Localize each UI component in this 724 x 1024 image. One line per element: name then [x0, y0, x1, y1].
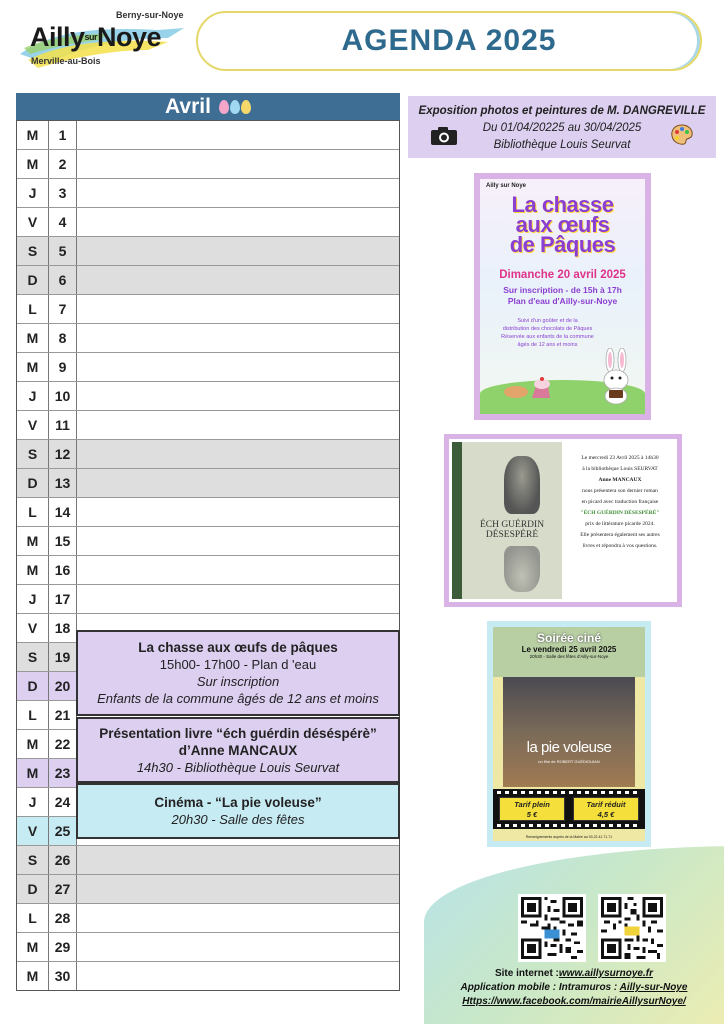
day-letter: L: [17, 498, 49, 526]
book-cover: [452, 442, 562, 599]
day-event-cell: [77, 353, 399, 381]
film-director: un film de ROBERT GUÉDIGUIAN: [538, 759, 600, 764]
day-event-cell: [77, 208, 399, 236]
day-letter: M: [17, 759, 49, 787]
portrait-image: [504, 456, 540, 514]
app-line: [424, 981, 724, 995]
poster-livre-text: [567, 453, 673, 552]
day-letter: L: [17, 701, 49, 729]
poster-logo: Ailly sur Noye: [486, 183, 527, 189]
day-number: 14: [49, 498, 77, 526]
film-perforation: [497, 824, 641, 827]
film-title: la pie voleuse: [526, 739, 612, 756]
day-event-cell: [77, 556, 399, 584]
day-letter: M: [17, 353, 49, 381]
event-chasse-oeufs: [76, 630, 400, 716]
portrait-reflection-image: [504, 546, 540, 592]
logo-left-word: Ailly: [30, 22, 85, 52]
day-letter: S: [17, 237, 49, 265]
day-number: 27: [49, 875, 77, 903]
poster-info: [480, 285, 645, 307]
day-letter: M: [17, 150, 49, 178]
palette-icon: [670, 124, 694, 146]
logo-top-text: Berny-sur-Noye: [116, 10, 184, 20]
cupcake-basket-icon: [502, 370, 552, 400]
day-number: 6: [49, 266, 77, 294]
day-event-cell: [77, 440, 399, 468]
expo-title: Exposition photos et peintures de M. DANGREVILLE: [418, 105, 706, 117]
poster-small-line: distribution des chocolats de Pâques: [502, 326, 593, 332]
day-number: 22: [49, 730, 77, 758]
camera-icon: [430, 126, 458, 146]
film-strip: [493, 789, 645, 829]
event-detail: 14h30 - Bibliothèque Louis Seurvat: [136, 759, 340, 775]
day-number: 20: [49, 672, 77, 700]
day-letter: M: [17, 556, 49, 584]
page-title: AGENDA 2025: [341, 24, 557, 57]
poster-author: Anne MANCAUX: [598, 477, 642, 483]
calendar-row: [17, 845, 399, 874]
poster-heading-line: La chasse: [511, 192, 614, 217]
site-line: [424, 967, 724, 981]
calendar-row: [17, 497, 399, 526]
event-title: La chasse aux œufs de pâques: [138, 640, 338, 655]
day-letter: S: [17, 643, 49, 671]
poster-line: en picard avec traduction française: [581, 499, 659, 505]
qr-code-app[interactable]: [598, 894, 666, 962]
day-letter: D: [17, 875, 49, 903]
logo: [18, 6, 188, 72]
day-number: 13: [49, 469, 77, 497]
day-number: 1: [49, 121, 77, 149]
facebook-line: [424, 995, 724, 1009]
page-title-box: [196, 11, 702, 71]
poster-date: Dimanche 20 avril 2025: [499, 269, 626, 281]
qr-code-icon: [521, 897, 583, 959]
day-letter: M: [17, 527, 49, 555]
calendar-row: [17, 120, 399, 149]
calendar-row: [17, 584, 399, 613]
day-number: 10: [49, 382, 77, 410]
day-event-cell: [77, 237, 399, 265]
poster-book-name: "ÉCH GUÉRDIN DÉSESPÉRÉ": [580, 510, 660, 516]
expo-place: Bibliothèque Louis Seurvat: [493, 139, 631, 151]
day-event-cell: [77, 846, 399, 874]
poster-small-line: Réservée aux enfants de la commune: [501, 334, 594, 340]
day-letter: V: [17, 817, 49, 845]
calendar-row: [17, 381, 399, 410]
ticket-full-price: [499, 797, 565, 821]
day-number: 15: [49, 527, 77, 555]
calendar-row: [17, 236, 399, 265]
contact-links: [424, 967, 724, 1009]
book-title-line: DÉSESPÉRÉ: [485, 530, 539, 540]
event-detail: 20h30 - Salle des fêtes: [171, 812, 305, 827]
poster-small-text: [480, 317, 615, 349]
day-event-cell: [77, 469, 399, 497]
poster-small-line: âgés de 12 ans et moins: [517, 342, 578, 348]
calendar-row: [17, 874, 399, 903]
poster-chasse-oeufs: [474, 173, 651, 420]
day-number: 19: [49, 643, 77, 671]
event-cinema: [76, 783, 400, 839]
day-number: 17: [49, 585, 77, 613]
poster-line: nous présentera son dernier roman: [582, 488, 658, 494]
day-event-cell: [77, 933, 399, 961]
calendar: [16, 93, 400, 991]
day-letter: M: [17, 324, 49, 352]
calendar-row: [17, 178, 399, 207]
poster-heading-line: aux œufs: [515, 212, 610, 237]
calendar-row: [17, 555, 399, 584]
day-number: 23: [49, 759, 77, 787]
poster-cine-title: Soirée ciné: [536, 631, 602, 645]
poster-info-line: Plan d'eau d'Ailly-sur-Noye: [507, 296, 618, 306]
day-letter: L: [17, 295, 49, 323]
poster-line: prix de littérature picarde 2024.: [585, 521, 655, 527]
event-time: 15h00- 17h00 - Plan d 'eau: [159, 657, 317, 672]
facebook-link[interactable]: Https://www.facebook.com/mairieAillysurNoye/: [462, 996, 686, 1007]
poster-heading: [480, 192, 645, 257]
day-letter: D: [17, 672, 49, 700]
poster-line: Elle présentera également ses autres: [580, 532, 660, 538]
book-title-line: ÉCH GUÉRDIN: [479, 520, 545, 530]
event-presentation-livre: [76, 717, 400, 783]
event-title: Présentation livre “éch guérdin déséspérè”: [99, 725, 377, 741]
day-letter: M: [17, 121, 49, 149]
poster-cine-header: [493, 627, 645, 677]
day-letter: S: [17, 440, 49, 468]
bunny-icon: [597, 348, 635, 404]
calendar-row: [17, 352, 399, 381]
day-number: 4: [49, 208, 77, 236]
event-title: d’Anne MANCAUX: [178, 742, 298, 758]
day-number: 30: [49, 962, 77, 990]
day-event-cell: [77, 121, 399, 149]
logo-main-text: [30, 22, 161, 53]
day-event-cell: [77, 382, 399, 410]
day-letter: V: [17, 208, 49, 236]
poster-cine-footer: Renseignements auprès de la Mairie au 03.22.41.71.71: [525, 835, 613, 839]
day-number: 9: [49, 353, 77, 381]
day-letter: M: [17, 962, 49, 990]
calendar-header: [16, 93, 400, 120]
qr-code-icon: [601, 897, 663, 959]
day-letter: L: [17, 904, 49, 932]
calendar-row: [17, 265, 399, 294]
calendar-row: [17, 207, 399, 236]
day-event-cell: [77, 962, 399, 990]
calendar-row: [17, 149, 399, 178]
calendar-row: [17, 961, 399, 990]
day-event-cell: [77, 411, 399, 439]
day-letter: D: [17, 266, 49, 294]
day-letter: J: [17, 382, 49, 410]
book-title: [462, 520, 562, 540]
film-perforation: [497, 791, 641, 794]
event-note: Enfants de la commune âgés de 12 ans et moins: [97, 691, 379, 706]
month-label: Avril: [165, 94, 211, 118]
day-number: 5: [49, 237, 77, 265]
day-number: 24: [49, 788, 77, 816]
day-number: 7: [49, 295, 77, 323]
day-number: 25: [49, 817, 77, 845]
day-letter: M: [17, 730, 49, 758]
poster-soiree-cine: [487, 621, 651, 847]
poster-cine-date: Le vendredi 25 avril 2025: [521, 645, 617, 654]
calendar-row: [17, 903, 399, 932]
easter-eggs-icon: [219, 100, 251, 114]
calendar-row: [17, 439, 399, 468]
ticket-label: Tarif plein: [514, 800, 550, 809]
logo-right-word: Noye: [97, 22, 162, 52]
day-letter: V: [17, 614, 49, 642]
day-event-cell: [77, 150, 399, 178]
day-letter: J: [17, 788, 49, 816]
day-number: 11: [49, 411, 77, 439]
day-event-cell: [77, 324, 399, 352]
day-number: 18: [49, 614, 77, 642]
day-event-cell: [77, 585, 399, 613]
poster-heading-line: de Pâques: [509, 232, 616, 257]
day-number: 16: [49, 556, 77, 584]
poster-line: livres et répondra à vos questions.: [582, 543, 658, 549]
app-label: Application mobile : Intramuros :: [460, 982, 620, 993]
day-number: 28: [49, 904, 77, 932]
ticket-price: 5 €: [526, 810, 538, 819]
day-number: 8: [49, 324, 77, 352]
poster-small-line: Suivi d'un goûter et de la: [517, 318, 578, 324]
day-event-cell: [77, 498, 399, 526]
poster-info-line: Sur inscription - de 15h à 17h: [503, 285, 622, 295]
day-letter: D: [17, 469, 49, 497]
expo-dates: Du 01/04/20225 au 30/04/2025: [482, 122, 642, 134]
calendar-rows: [16, 120, 400, 991]
site-link[interactable]: www.aillysurnoye.fr: [558, 968, 653, 979]
calendar-row: [17, 468, 399, 497]
day-letter: S: [17, 846, 49, 874]
day-number: 12: [49, 440, 77, 468]
day-letter: V: [17, 411, 49, 439]
site-label: Site internet :: [494, 968, 559, 979]
day-number: 3: [49, 179, 77, 207]
ticket-reduced-price: [573, 797, 639, 821]
day-number: 2: [49, 150, 77, 178]
day-letter: M: [17, 933, 49, 961]
day-number: 21: [49, 701, 77, 729]
ticket-label: Tarif réduit: [586, 800, 626, 809]
film-poster-image: [503, 677, 635, 787]
day-number: 26: [49, 846, 77, 874]
day-event-cell: [77, 527, 399, 555]
poster-line: à la bibliothèque Louis SEURVAT: [582, 466, 658, 472]
day-event-cell: [77, 179, 399, 207]
day-event-cell: [77, 904, 399, 932]
calendar-row: [17, 526, 399, 555]
day-event-cell: [77, 295, 399, 323]
calendar-row: [17, 323, 399, 352]
calendar-row: [17, 294, 399, 323]
qr-code-site[interactable]: [518, 894, 586, 962]
exposition-box: [408, 96, 716, 158]
event-title: Cinéma - “La pie voleuse”: [154, 795, 322, 810]
ticket-price: 4,5 €: [597, 810, 615, 819]
poster-cine-place: 20h30 - Salle des fêtes d'Ailly-sur-Noye: [529, 654, 609, 659]
logo-sur-word: sur: [84, 31, 98, 42]
calendar-row: [17, 410, 399, 439]
poster-presentation-livre: [444, 434, 682, 607]
day-number: 29: [49, 933, 77, 961]
day-letter: J: [17, 179, 49, 207]
day-letter: J: [17, 585, 49, 613]
poster-line: Le mercredi 23 Avril 2025 à 14h30: [581, 455, 659, 461]
day-event-cell: [77, 266, 399, 294]
logo-bottom-text: Merville-au-Bois: [31, 56, 101, 66]
day-event-cell: [77, 875, 399, 903]
event-note: Sur inscription: [196, 674, 280, 689]
app-link[interactable]: Ailly-sur-Noye: [619, 982, 688, 993]
calendar-row: [17, 932, 399, 961]
